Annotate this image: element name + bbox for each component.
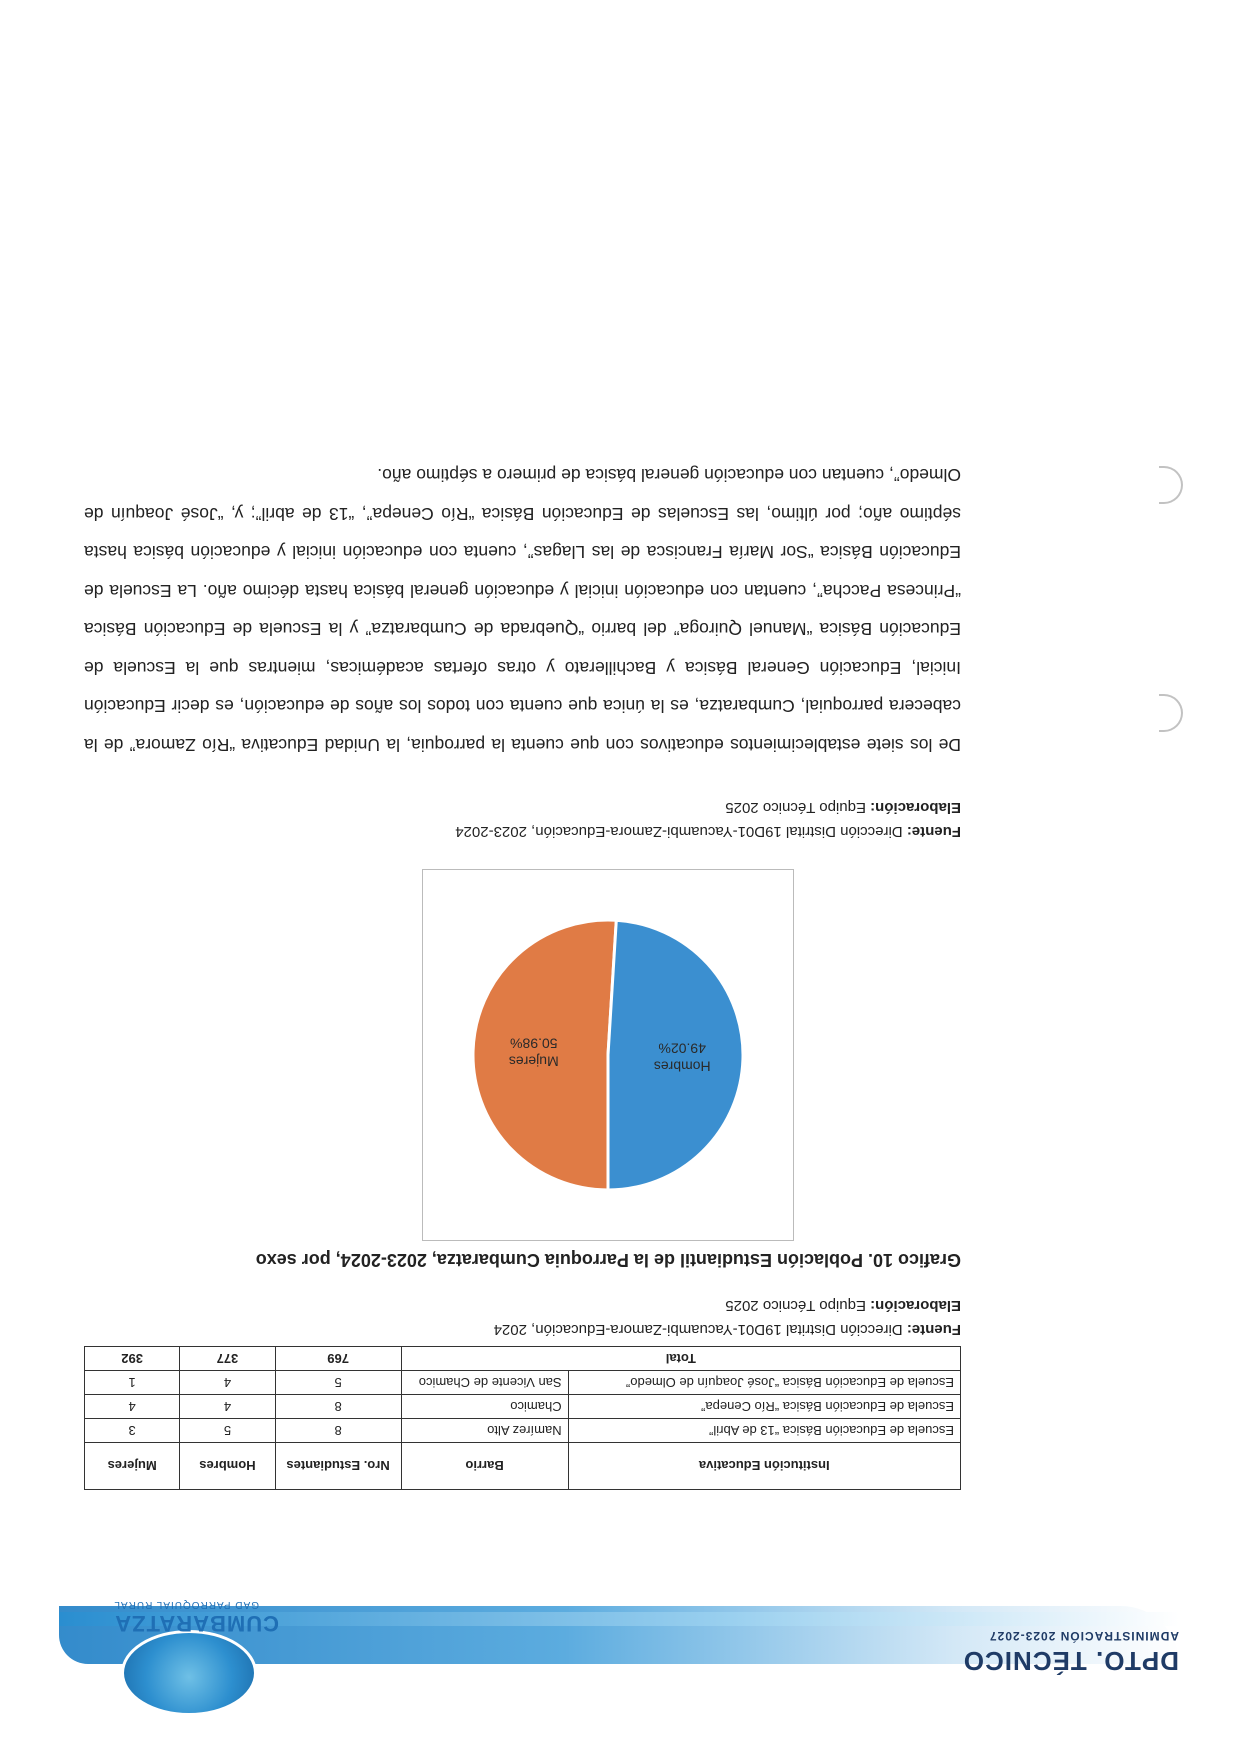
table-row	[85, 1395, 961, 1419]
col-header-students: Nro. Estudiantes	[275, 1443, 401, 1490]
elaboration-text: Equipo Técnico 2025	[725, 799, 871, 816]
cell-men: 5	[180, 1419, 275, 1443]
punch-hole-mark	[1159, 694, 1183, 732]
table-row	[85, 1419, 961, 1443]
punch-hole-mark	[1159, 466, 1183, 504]
body-paragraph: De los siete establecimientos educativos con que cuenta la parroquia, la Unidad Educativa “Río Zamora” de la cabecera parroquial, Cumbaratza, es la única que cuenta con todos los años de educación, es decir Educación Inicial, Educación General Básica y Bachillerato y otras ofertas académicas, mientras que la Escuela de Educación Básica “Manuel Quiroga” del barrio “Quebrada de Cumbaratza” y la Escuela de Educación Básica “Princesa Paccha”, cuentan con educación inicial y educación general básica hasta décimo año. La Escuela de Educación Básica “Sor María Francisca de las Llagas”, cuenta con educación inicial y educación básica hasta séptimo año; por último, las Escuelas de Educación Básica “Río Cenepa”, “13 de abril”; y, “José Joaquín de Olmedo”, cuentan con educación general básica de primero a séptimo año.	[84, 465, 961, 755]
cell-barrio: San Vicente de Chamico	[401, 1371, 568, 1395]
parish-logo-icon	[121, 1630, 257, 1716]
cell-total-students: 769	[275, 1347, 401, 1371]
table-header-row	[85, 1443, 961, 1490]
cell-institution: Escuela de Educación Básica “José Joaquín de Olmedo”	[568, 1371, 960, 1395]
cell-institution: Escuela de Educación Básica “Río Cenepa”	[568, 1395, 960, 1419]
table-source	[494, 1321, 961, 1338]
source-label: Fuente:	[906, 823, 961, 840]
col-header-barrio: Barrio	[401, 1443, 568, 1490]
schools-table	[84, 1346, 961, 1490]
pie-label-hombres: Hombres	[653, 1058, 711, 1075]
cell-women: 4	[85, 1395, 180, 1419]
source-text: Dirección Distrital 19D01-Yacuambi-Zamora-Educación, 2024	[493, 1321, 907, 1338]
table-row	[85, 1371, 961, 1395]
cell-students: 8	[275, 1395, 401, 1419]
cell-students: 8	[275, 1419, 401, 1443]
page-header	[59, 1576, 1179, 1726]
col-header-institution: Institución Educativa	[568, 1443, 960, 1490]
table-elaboration	[725, 1297, 961, 1314]
pie-value-hombres: 49.02%	[658, 1040, 706, 1057]
pie-value-mujeres: 50.98%	[510, 1035, 558, 1052]
col-header-men: Hombres	[180, 1443, 275, 1490]
table-total-row	[85, 1347, 961, 1371]
parish-subtitle: GAD PARROQUIAL RURAL	[113, 1599, 259, 1610]
department-title: DPTO. TÉCNICO	[962, 1646, 1179, 1676]
chart-source	[455, 823, 961, 840]
parish-name: CUMBARATZA	[114, 1611, 279, 1636]
chart-caption: Grafico 10. Población Estudiantil de la Parroquia Cumbaratza, 2023-2024, por sexo	[255, 1250, 961, 1270]
cell-men: 4	[180, 1371, 275, 1395]
pie-chart-frame	[422, 869, 794, 1241]
department-block	[963, 1629, 1179, 1676]
cell-total-men: 377	[180, 1347, 275, 1371]
cell-students: 5	[275, 1371, 401, 1395]
administration-period: ADMINISTRACIÓN 2023-2027	[988, 1629, 1179, 1643]
parish-logo	[59, 1576, 279, 1716]
cell-total-label: Total	[401, 1347, 960, 1371]
pie-label-mujeres: Mujeres	[508, 1053, 559, 1070]
source-text: Dirección Distrital 19D01-Yacuambi-Zamora-Educación, 2023-2024	[455, 823, 907, 840]
cell-women: 1	[85, 1371, 180, 1395]
chart-elaboration	[725, 799, 961, 816]
cell-total-women: 392	[85, 1347, 180, 1371]
pie-chart	[423, 870, 793, 1240]
cell-women: 3	[85, 1419, 180, 1443]
elaboration-label: Elaboración:	[870, 799, 961, 816]
elaboration-text: Equipo Técnico 2025	[725, 1297, 871, 1314]
cell-institution: Escuela de Educación Básica “13 de Abril”	[568, 1419, 960, 1443]
elaboration-label: Elaboración:	[870, 1297, 961, 1314]
cell-men: 4	[180, 1395, 275, 1419]
col-header-women: Mujeres	[85, 1443, 180, 1490]
source-label: Fuente:	[906, 1321, 961, 1338]
cell-barrio: Chamico	[401, 1395, 568, 1419]
cell-barrio: Namírez Alto	[401, 1419, 568, 1443]
